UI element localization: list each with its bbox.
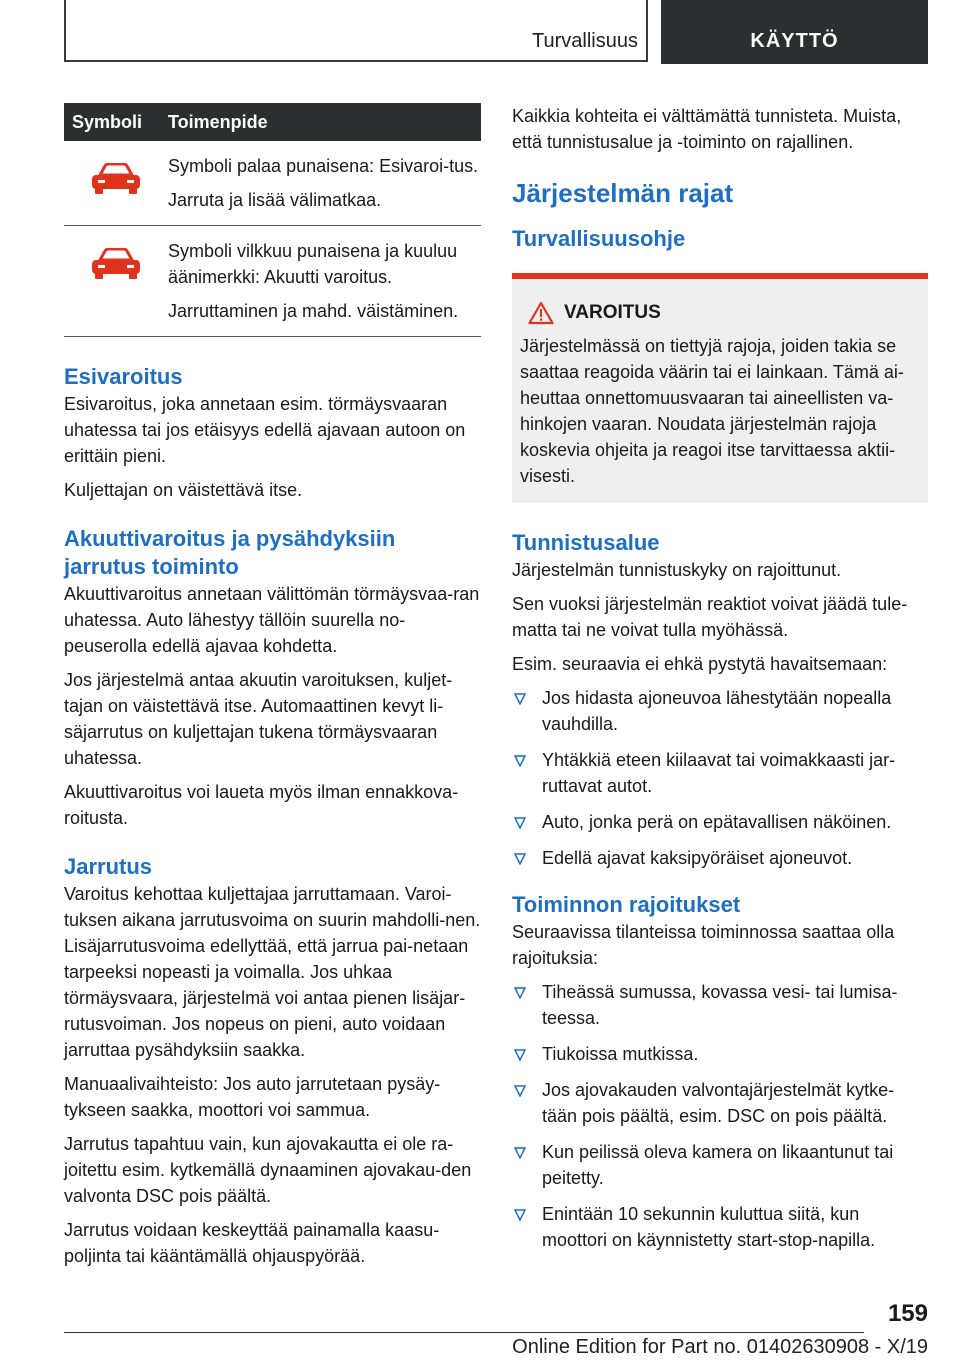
table-row — [64, 141, 481, 226]
triangle-bullet-icon — [514, 755, 526, 767]
triangle-bullet-icon — [514, 1147, 526, 1159]
paragraph: Manuaalivaihteisto: Jos auto jarrutetaan pysäy-tykseen saakka, moottori voi sammua. — [64, 1074, 441, 1120]
paragraph: Jos järjestelmä antaa akuutin varoituksen, kuljet-tajan on väistettävä itse. Automaattinen kevyt li-säjarrutus on kuljettajan tukena törmäysvaaran uhatessa. — [64, 670, 453, 768]
heading-jarjestelman-rajat: Järjestelmän rajat — [512, 178, 734, 208]
action-text: Jarruttaminen ja mahd. väistäminen. — [168, 301, 459, 321]
heading-tunnistusalue: Tunnistusalue — [512, 530, 660, 555]
list-item-text: Enintään 10 sekunnin kuluttua siitä, kun moottori on käynnistetty start-stop-napilla. — [542, 1204, 876, 1250]
paragraph: Varoitus kehottaa kuljettajaa jarruttamaan. Varoi-tuksen aikana jarrutusvoima on suurin mahdolli-nen. Lisäjarrutusvoima edellyttää, että jarrua pai-netaan tarpeeksi nopeasti ja voimalla. Jos uhkaa törmäysvaara, järjestelmä voi antaa pienen lisäjar-rutusvoiman. Jos nopeus on pieni, auto voidaan jarruttaa pysähdyksiin saakka. — [64, 884, 481, 1060]
right-column — [512, 103, 928, 1263]
list-item-text: Auto, jonka perä on epätavallisen näköinen. — [542, 812, 892, 832]
list-item — [512, 747, 928, 799]
warning-title — [528, 301, 920, 325]
warning-text: Järjestelmässä on tiettyjä rajoja, joiden takia se saattaa reagoida väärin tai ei lainkaan. Tämä ai-heuttaa onnettomuusvaaran tai aineellisten va-hinkojen vaaran. Noudata järjestelmän rajoja koskevia ohjeita ja reagoi itse tarvittaessa aktii-visesti. — [520, 336, 904, 486]
paragraph: Seuraavissa tilanteissa toiminnossa saattaa olla rajoituksia: — [512, 922, 895, 968]
header-chapter: KÄYTTÖ — [661, 0, 928, 64]
list-item — [512, 979, 928, 1031]
paragraph: Järjestelmän tunnistuskyky on rajoittunut. — [512, 560, 842, 580]
triangle-bullet-icon — [514, 1049, 526, 1061]
left-column — [64, 103, 481, 1277]
triangle-bullet-icon — [514, 817, 526, 829]
triangle-bullet-icon — [514, 1209, 526, 1221]
heading-turvallisuusohje: Turvallisuusohje — [512, 226, 686, 251]
list-item — [512, 809, 928, 835]
paragraph: Akuuttivaroitus annetaan välittömän törmäysvaa-ran uhatessa. Auto lähestyy tällöin suurella no-peuserolla edellä ajavaa kohdetta. — [64, 584, 480, 656]
action-cell — [168, 141, 481, 226]
page-number: 159 — [887, 1300, 928, 1327]
triangle-bullet-icon — [514, 853, 526, 865]
list-item — [512, 845, 928, 871]
list-item-text: Jos ajovakauden valvontajärjestelmät kytke-tään pois päältä, esim. DSC on pois päältä. — [542, 1080, 895, 1126]
warning-triangle-icon — [528, 301, 554, 325]
heading-toiminnon-rajoitukset: Toiminnon rajoitukset — [512, 892, 741, 917]
list-item-text: Tiheässä sumussa, kovassa vesi- tai lumisa-teessa. — [542, 982, 898, 1028]
warning-box — [512, 273, 928, 503]
triangle-bullet-icon — [514, 693, 526, 705]
triangle-bullet-icon — [514, 987, 526, 999]
paragraph: Jarrutus voidaan keskeyttää painamalla kaasu-poljinta tai kääntämällä ohjauspyörää. — [64, 1220, 440, 1266]
list-item — [512, 685, 928, 737]
table-header-action: Toimenpide — [168, 103, 481, 141]
heading-akuuttivaroitus: Akuuttivaroitus ja pysähdyksiin jarrutus toiminto — [64, 526, 396, 579]
list-item-text: Tiukoissa mutkissa. — [542, 1044, 699, 1064]
list-item — [512, 1139, 928, 1191]
paragraph: Sen vuoksi järjestelmän reaktiot voivat jäädä tule-matta tai ne voivat tulla myöhässä. — [512, 594, 908, 640]
detection-list — [512, 685, 928, 871]
symbol-cell — [64, 226, 168, 337]
list-item — [512, 1041, 928, 1067]
footer-divider — [64, 1332, 864, 1333]
footer-edition: Online Edition for Part no. 01402630908 - X/19 — [512, 1336, 928, 1358]
paragraph: Jarrutus tapahtuu vain, kun ajovakautta ei ole ra-joitettu esim. kytkemällä dynaaminen ajovakau-den valvonta DSC pois päältä. — [64, 1134, 472, 1206]
table-row — [64, 226, 481, 337]
list-item-text: Kun peilissä oleva kamera on likaantunut tai peitetty. — [542, 1142, 894, 1188]
paragraph: Kuljettajan on väistettävä itse. — [64, 480, 303, 500]
action-cell — [168, 226, 481, 337]
list-item — [512, 1201, 928, 1253]
page-header — [64, 0, 928, 64]
action-text: Symboli palaa punaisena: Esivaroi-tus. — [168, 156, 479, 176]
paragraph: Esim. seuraavia ei ehkä pystytä havaitsemaan: — [512, 654, 888, 674]
paragraph: Esivaroitus, joka annetaan esim. törmäysvaaran uhatessa tai jos etäisyys edellä ajavaan autoon on erittäin pieni. — [64, 394, 466, 466]
list-item-text: Jos hidasta ajoneuvoa lähestytään nopealla vauhdilla. — [542, 688, 892, 734]
action-text: Symboli vilkkuu punaisena ja kuuluu äänimerkki: Akuutti varoitus. — [168, 241, 458, 287]
heading-esivaroitus: Esivaroitus — [64, 364, 183, 389]
header-section: Turvallisuus — [532, 30, 638, 52]
action-text: Jarruta ja lisää välimatkaa. — [168, 190, 382, 210]
warning-label: VAROITUS — [564, 302, 661, 323]
paragraph-intro: Kaikkia kohteita ei välttämättä tunnisteta. Muista, että tunnistusalue ja -toiminto on rajallinen. — [512, 106, 902, 152]
car-icon — [90, 248, 142, 280]
heading-jarrutus: Jarrutus — [64, 854, 153, 879]
symbol-table — [64, 103, 481, 337]
paragraph: Akuuttivaroitus voi laueta myös ilman ennakkova-roitusta. — [64, 782, 459, 828]
list-item-text: Yhtäkkiä eteen kiilaavat tai voimakkaasti jar-ruttavat autot. — [542, 750, 896, 796]
table-header-symbol: Symboli — [64, 103, 168, 141]
limitations-list — [512, 979, 928, 1253]
symbol-cell — [64, 141, 168, 226]
car-icon — [90, 163, 142, 195]
triangle-bullet-icon — [514, 1085, 526, 1097]
list-item — [512, 1077, 928, 1129]
list-item-text: Edellä ajavat kaksipyöräiset ajoneuvot. — [542, 848, 853, 868]
